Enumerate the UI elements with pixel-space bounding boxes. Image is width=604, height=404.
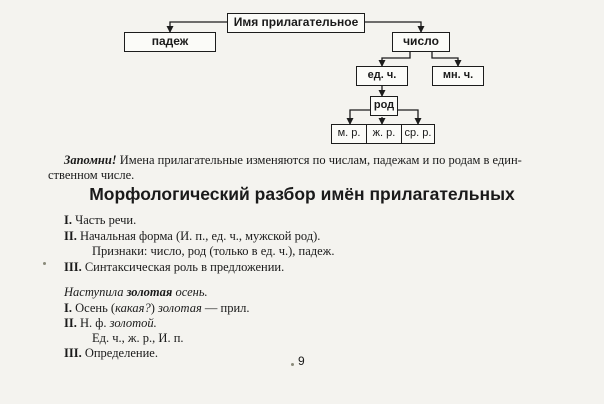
remember-label: Запомни! [64,153,117,167]
diagram-root-box: Имя прилагательное [227,13,365,33]
section-heading: Морфологический разбор имён прилагательных [89,184,515,204]
plan-item-2-sub [92,243,334,259]
arrow-root-to-number [365,22,421,32]
plan-text-1: Часть речи. [72,213,137,227]
scan-speck [43,262,46,265]
arrow-gender-to-masc [350,110,370,124]
example-ii-pre: Н. ф. [76,316,110,330]
example-item-1 [64,300,250,316]
diagram-number-box: число [392,32,450,52]
example-item-3 [64,345,158,361]
example-sentence [64,284,208,300]
plan-item-2 [64,228,320,244]
remember-text-2: ственном числе. [48,168,135,182]
plan-num-3: III. [64,260,82,274]
example-i-question: какая? [115,301,151,315]
diagram-plural-box: мн. ч. [432,66,484,86]
example-num-3: III. [64,346,82,360]
example-sentence-word: золотая [126,285,173,299]
example-ii-word: золотой. [109,316,157,330]
remember-line-2 [48,167,134,183]
example-sentence-post: осень. [172,285,208,299]
example-i-post: — прил. [201,301,250,315]
plan-text-3: Признаки: число, род (только в ед. ч.), падеж. [92,244,335,258]
example-sentence-pre: Наступила [64,285,127,299]
diagram-case-box: падеж [124,32,216,52]
arrow-number-to-plural [432,52,458,66]
diagram-gender-box: род [370,96,398,116]
example-item-2-sub [92,330,184,346]
page-number: 9 [298,354,305,368]
diagram-genders-box [331,124,435,144]
example-num-2: II. [64,316,77,330]
example-num-1: I. [64,301,72,315]
gender-fem-cell: ж. р. [367,125,402,143]
example-i-word: золотая [158,301,202,315]
example-item-2 [64,315,157,331]
remember-line-1 [64,152,522,168]
plan-num-1: I. [64,213,72,227]
gender-masc-cell: м. р. [332,125,367,143]
plan-item-1 [64,212,136,228]
remember-text-1: Имена прилагательные изменяются по числам, падежам и по родам в един- [116,153,522,167]
arrow-root-to-case [170,22,227,32]
example-ii-sub: Ед. ч., ж. р., И. п. [92,331,184,345]
scan-speck [291,363,294,366]
plan-text-2: Начальная форма (И. п., ед. ч., мужской род). [76,229,321,243]
plan-num-2: II. [64,229,77,243]
example-iii-text: Определение. [81,346,158,360]
example-i-pre: Осень ( [72,301,116,315]
plan-item-3 [64,259,284,275]
gender-neut-cell: ср. р. [404,127,432,139]
arrow-number-to-singular [382,52,410,66]
example-i-mid: ) [150,301,159,315]
diagram-singular-box: ед. ч. [356,66,408,86]
plan-text-4: Синтаксическая роль в предложении. [81,260,285,274]
